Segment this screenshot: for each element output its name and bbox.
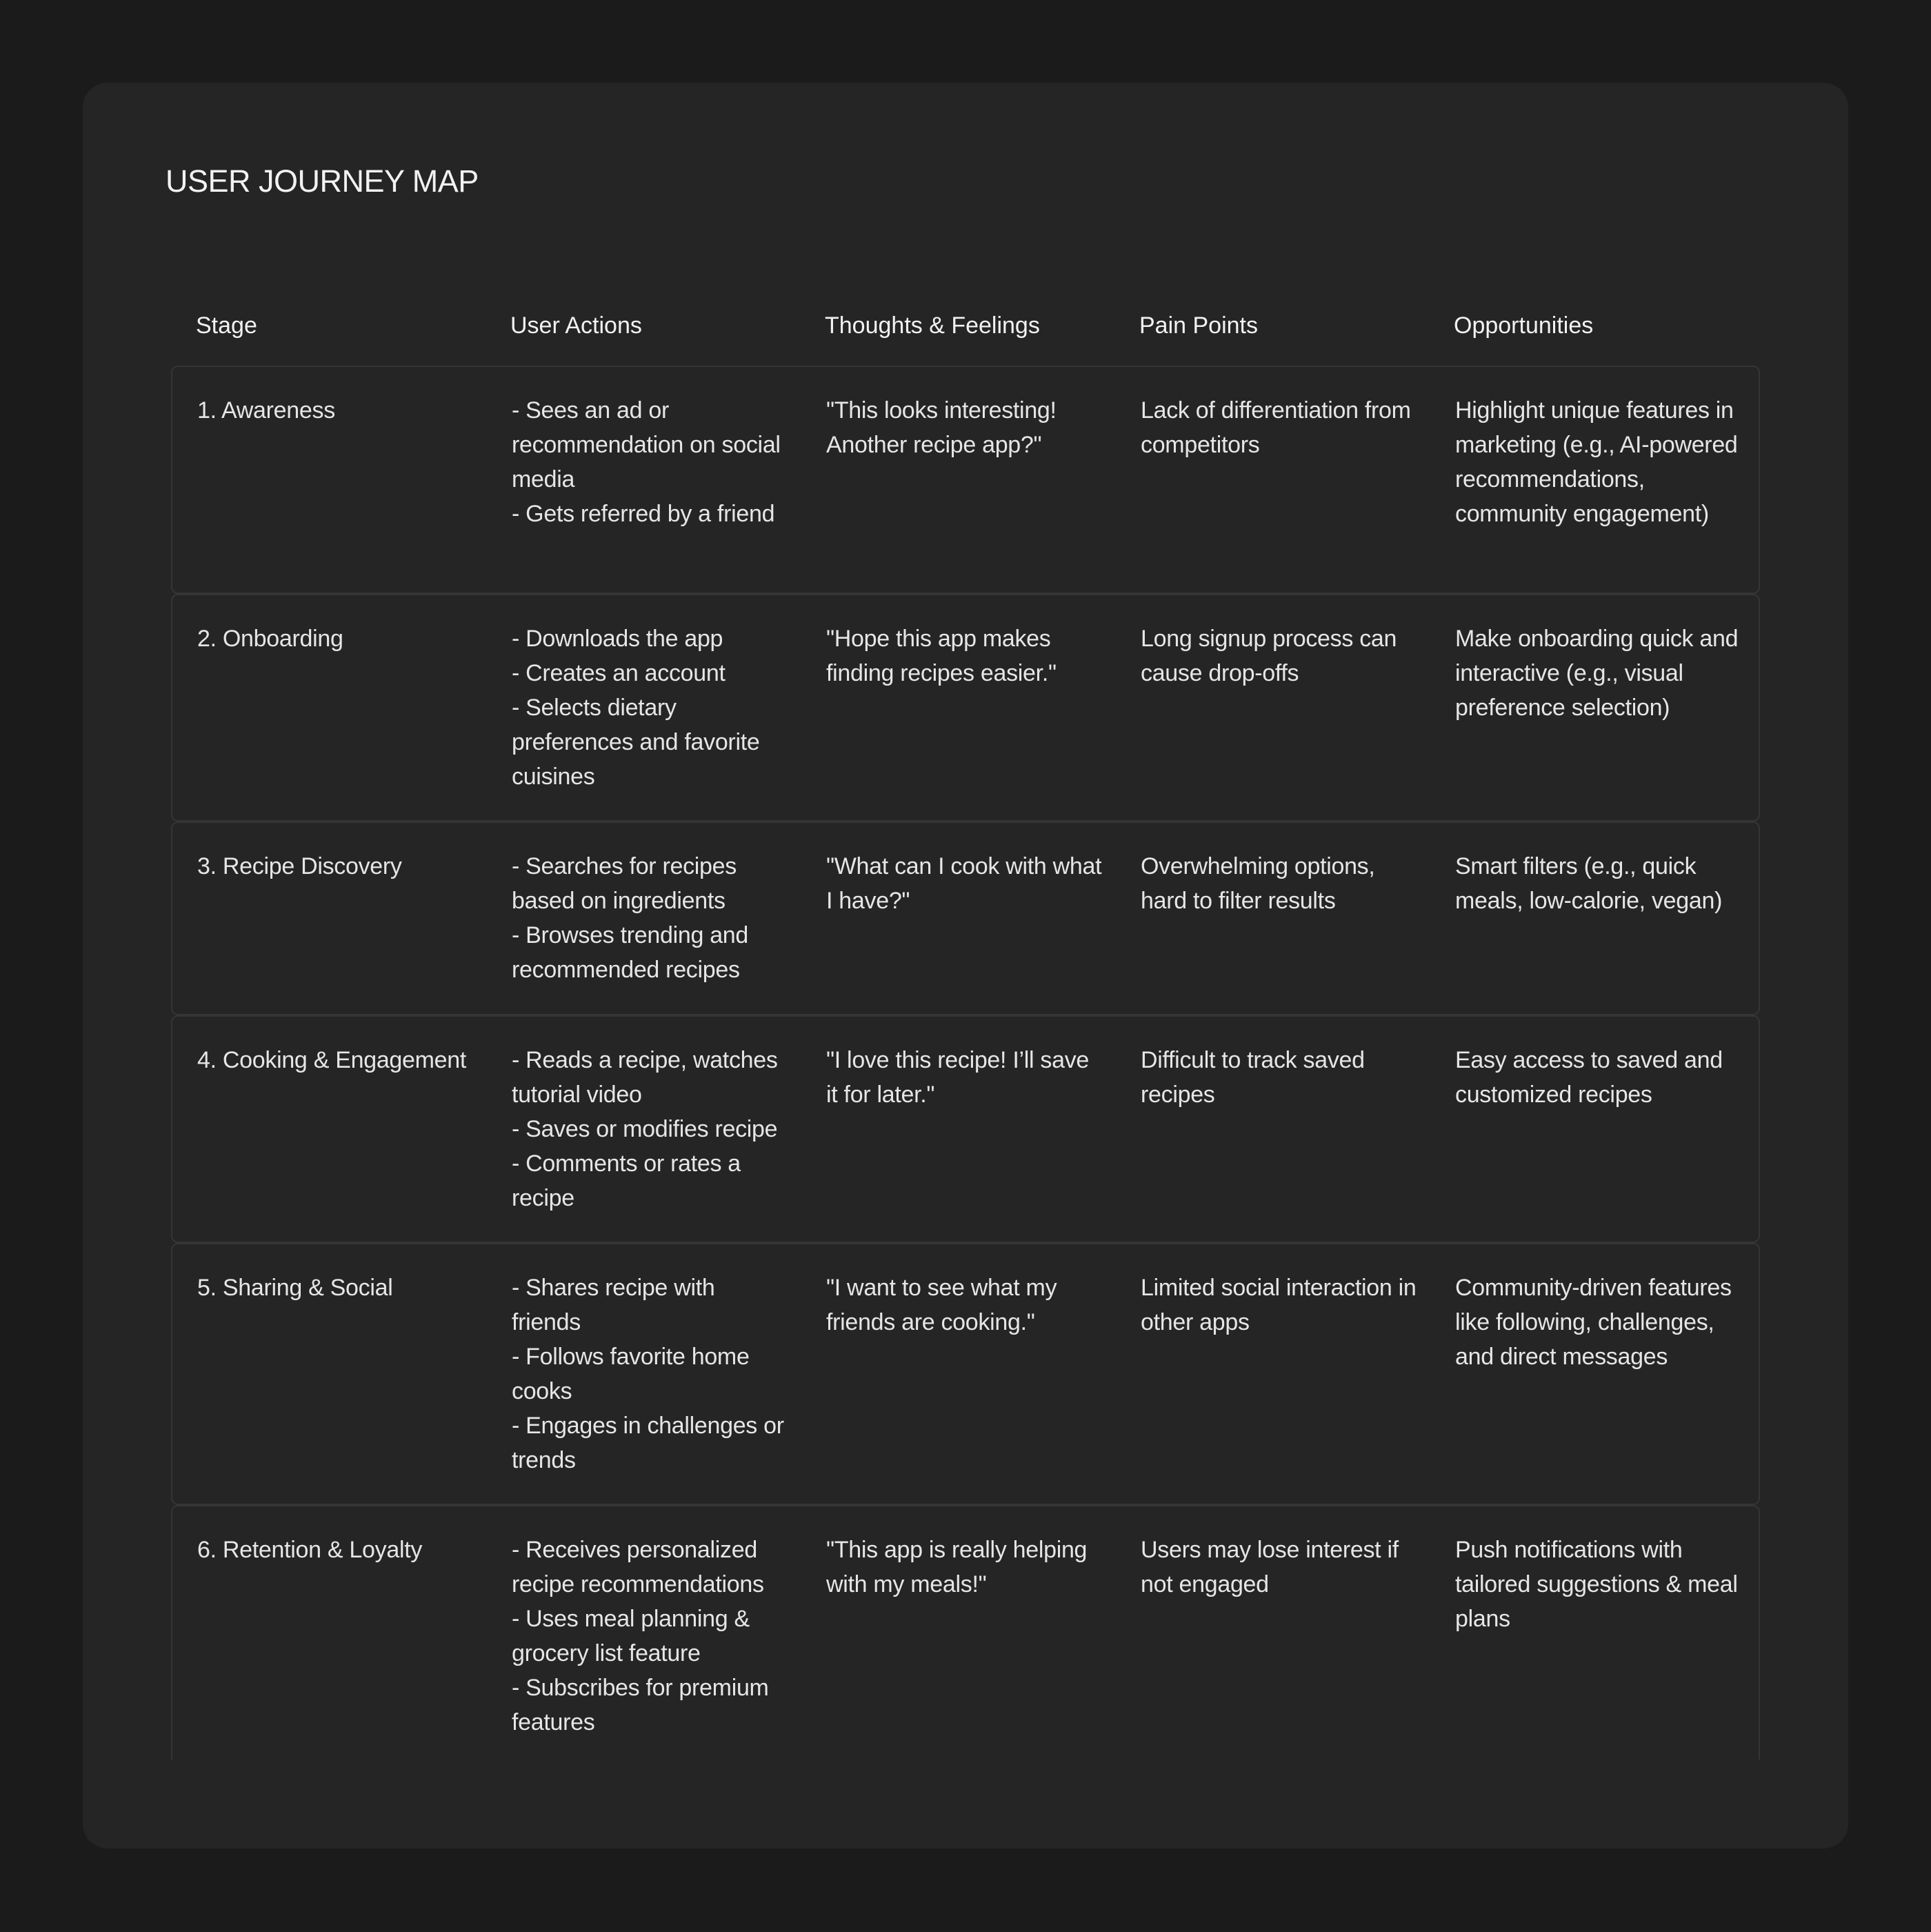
stage-cell: 6. Retention & Loyalty <box>197 1537 423 1563</box>
opportunities-cell: Highlight unique features in marketing (e.g., AI-powered recommendations, community engagement) <box>1455 397 1738 527</box>
page-title: USER JOURNEY MAP <box>166 163 479 199</box>
pain-points-cell: Long signup process can cause drop-offs <box>1141 626 1397 686</box>
table-row <box>171 594 1760 821</box>
column-header-opportunities: Opportunities <box>1454 312 1594 339</box>
stage-cell: 4. Cooking & Engagement <box>197 1047 467 1073</box>
thoughts-cell: "Hope this app makes finding recipes easier." <box>826 626 1057 686</box>
thoughts-cell: "I want to see what my friends are cooking." <box>826 1275 1057 1335</box>
table-body <box>171 366 1760 1760</box>
user-actions-cell: - Searches for recipes based on ingredients - Browses trending and recommended recipes <box>512 853 749 983</box>
user-actions-cell: - Sees an ad or recommendation on social media - Gets referred by a friend <box>512 397 781 527</box>
thoughts-cell: "This app is really helping with my meals!" <box>826 1537 1088 1597</box>
stage-cell: 1. Awareness <box>197 397 335 424</box>
opportunities-cell: Smart filters (e.g., quick meals, low-calorie, vegan) <box>1455 853 1723 914</box>
table-row <box>171 1015 1760 1243</box>
pain-points-cell: Limited social interaction in other apps <box>1141 1275 1417 1335</box>
opportunities-cell: Community-driven features like following, challenges, and direct messages <box>1455 1275 1732 1370</box>
user-actions-cell: - Downloads the app - Creates an account - Selects dietary preferences and favorite cuisines <box>512 626 760 790</box>
opportunities-cell: Easy access to saved and customized recipes <box>1455 1047 1723 1108</box>
pain-points-cell: Lack of differentiation from competitors <box>1141 397 1411 458</box>
user-actions-cell: - Shares recipe with friends - Follows favorite home cooks - Engages in challenges or trends <box>512 1275 784 1473</box>
pain-points-cell: Difficult to track saved recipes <box>1141 1047 1365 1108</box>
user-actions-cell: - Reads a recipe, watches tutorial video - Saves or modifies recipe - Comments or rates a recipe <box>512 1047 778 1211</box>
stage-cell: 2. Onboarding <box>197 626 343 652</box>
column-header-thoughts-feelings: Thoughts & Feelings <box>825 312 1040 339</box>
thoughts-cell: "What can I cook with what I have?" <box>826 853 1102 914</box>
table-row <box>171 1243 1760 1505</box>
pain-points-cell: Overwhelming options, hard to filter results <box>1141 853 1375 914</box>
pain-points-cell: Users may lose interest if not engaged <box>1141 1537 1399 1597</box>
thoughts-cell: "I love this recipe! I’ll save it for later." <box>826 1047 1090 1108</box>
user-actions-cell: - Receives personalized recipe recommendations - Uses meal planning & grocery list feature - Subscribes for premium features <box>512 1537 769 1735</box>
table-row <box>171 366 1760 594</box>
column-header-pain-points: Pain Points <box>1139 312 1258 339</box>
opportunities-cell: Push notifications with tailored suggestions & meal plans <box>1455 1537 1738 1632</box>
stage-cell: 5. Sharing & Social <box>197 1275 393 1301</box>
column-header-user-actions: User Actions <box>510 312 642 339</box>
table-header <box>171 314 1760 337</box>
table-row <box>171 1505 1760 1760</box>
table-row <box>171 821 1760 1015</box>
thoughts-cell: "This looks interesting! Another recipe app?" <box>826 397 1057 458</box>
stage-cell: 3. Recipe Discovery <box>197 853 402 879</box>
column-header-stage: Stage <box>196 312 257 339</box>
journey-map-card <box>83 83 1848 1849</box>
opportunities-cell: Make onboarding quick and interactive (e.g., visual preference selection) <box>1455 626 1739 721</box>
